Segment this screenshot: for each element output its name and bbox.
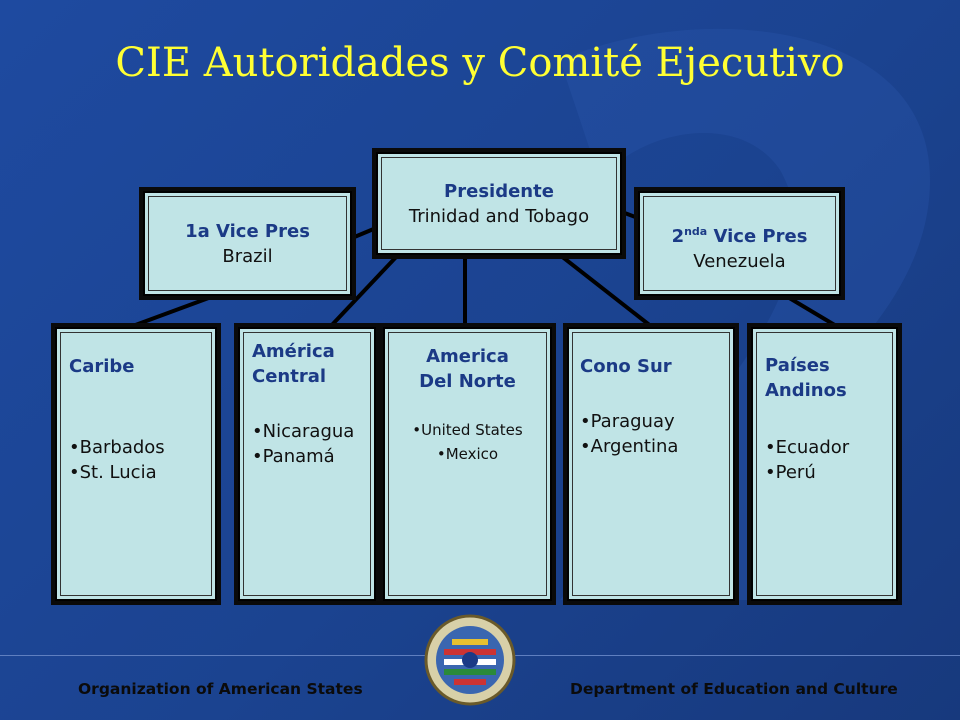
country-item: • Perú [765,460,896,485]
country-list [580,409,733,459]
slide-title: CIE Autoridades y Comité Ejecutivo [115,40,845,86]
region-name: América Central [252,341,335,387]
connector-president-vice1 [352,228,376,238]
country-list [385,418,550,466]
oas-seal-icon [422,612,518,708]
region-box-paises-andinos [751,327,898,601]
country-item: • United States [385,418,550,442]
vice1-box [143,191,352,296]
connector-president-vice2 [622,212,638,218]
country-item: • Mexico [385,442,550,466]
country-list [765,435,896,485]
country-item: • St. Lucia [69,460,215,485]
country-item: • Paraguay [580,409,733,434]
region-name: Cono Sur [580,356,672,377]
country-item: • Panamá [252,444,374,469]
connector-vice2-andinos [786,296,838,327]
country-item: • Barbados [69,435,215,460]
country-item: • Nicaragua [252,419,374,444]
vice2-role: $2^{nda}$ Vice Pres [671,225,808,247]
president-box [376,152,622,255]
country-item: • Argentina [580,434,733,459]
connector-vice1-caribe [130,296,214,327]
president-role: Presidente [444,181,554,202]
footer-department: Department of Education and Culture [570,680,898,698]
region-name: Países Andinos [765,355,847,401]
country-list [252,419,374,469]
president-country: Trinidad and Tobago [408,206,590,227]
vice2-country: Venezuela [693,251,786,272]
country-list [69,435,215,485]
vice1-role: 1a Vice Pres [185,221,310,242]
region-box-cono-sur [567,327,735,601]
region-name: Caribe [69,356,135,377]
region-box-america-central [238,327,376,601]
region-name: America Del Norte [419,346,516,392]
footer-organization: Organization of American States [78,680,363,698]
vice2-box [638,191,841,296]
country-item: • Ecuador [765,435,896,460]
region-box-caribe [55,327,217,601]
region-box-america-norte [383,327,552,601]
vice1-country: Brazil [222,246,273,267]
